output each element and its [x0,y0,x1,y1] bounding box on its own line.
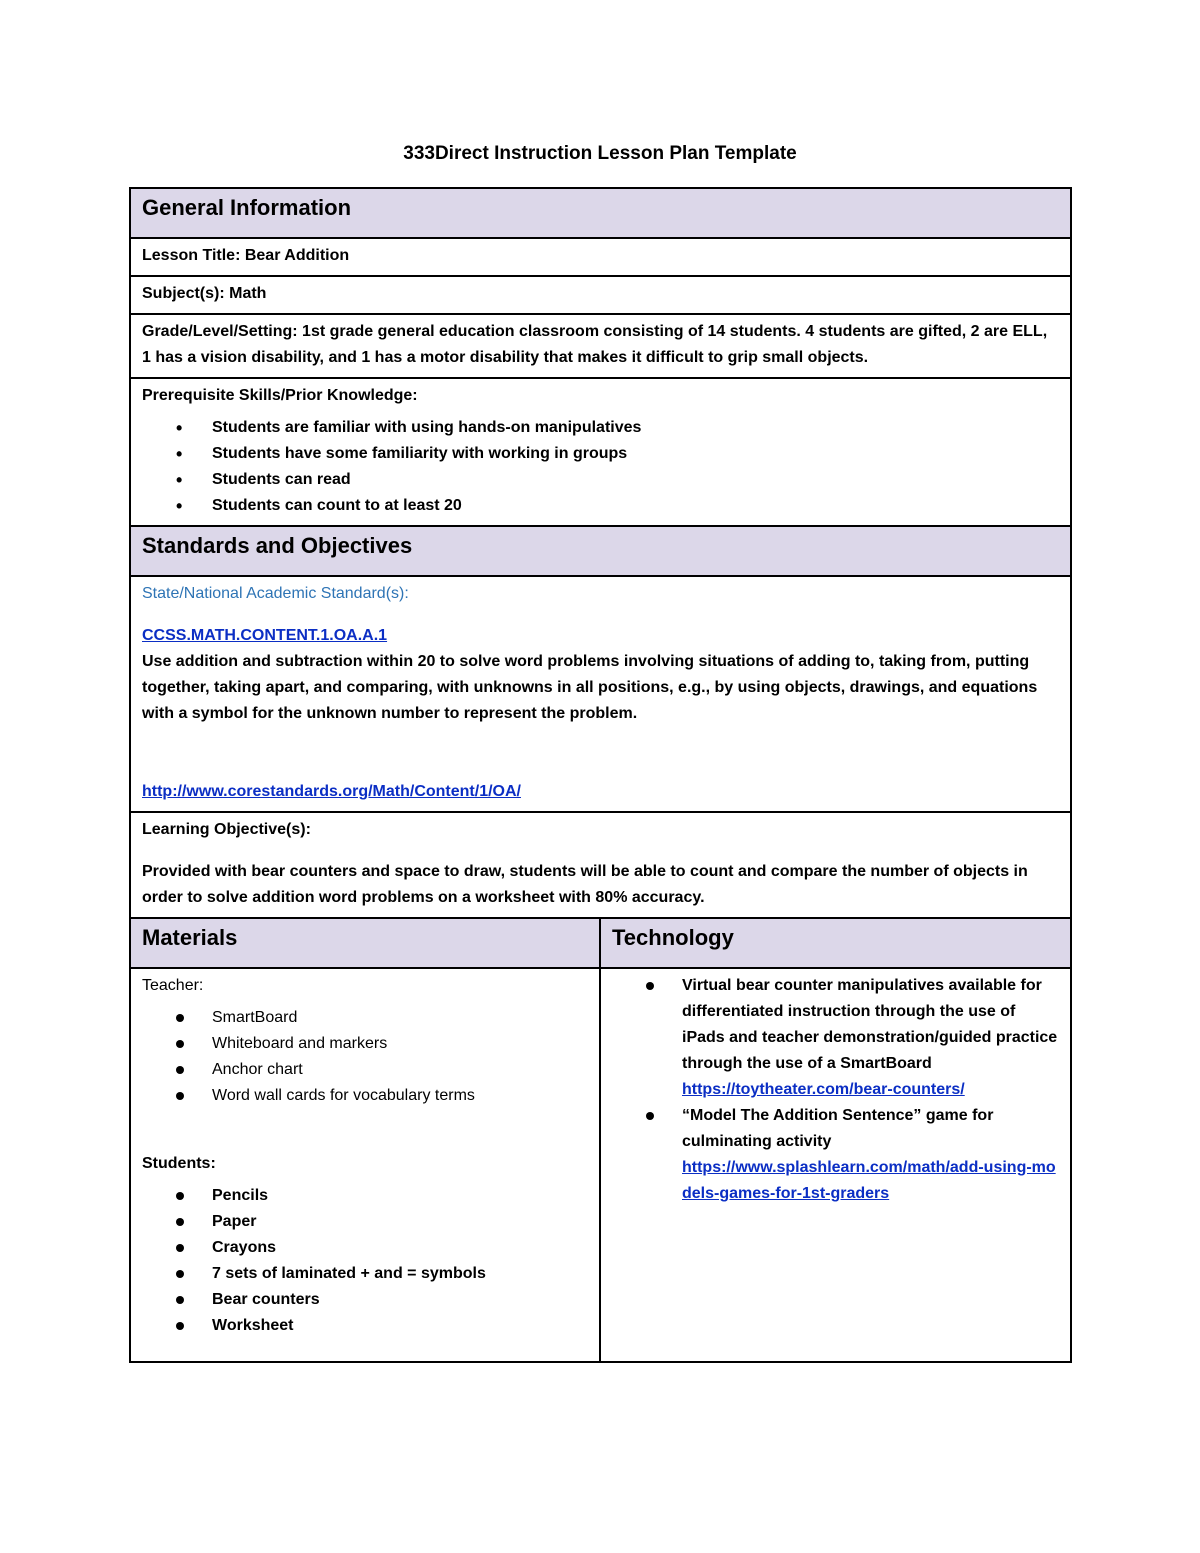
list-item: SmartBoard [212,1005,588,1031]
corestandards-link[interactable]: http://www.corestandards.org/Math/Content/1/OA/ [142,783,521,800]
standards-objectives-header: Standards and Objectives [130,526,1071,576]
list-item: Anchor chart [212,1057,588,1083]
teacher-materials-list [142,1005,588,1109]
standard-text: Use addition and subtraction within 20 to solve word problems involving situations of adding to, taking from, putting together, taking apart, and comparing, with unknowns in all positions, e.g., by using objects, drawings, and equations with a symbol for the unknown number to represent the problem. [142,653,1038,722]
technology-list [612,973,1059,1207]
prerequisite-list [142,415,1059,519]
list-item: • Students have some familiarity with working in groups [212,441,1059,467]
prerequisite-cell [130,378,1071,526]
list-item: 7 sets of laminated + and = symbols [212,1261,588,1287]
list-item: Pencils [212,1183,588,1209]
student-materials-list [142,1183,588,1339]
list-item: Whiteboard and markers [212,1031,588,1057]
list-item: • Students are familiar with using hands-on manipulatives [212,415,1059,441]
document-title: 333Direct Instruction Lesson Plan Template [403,143,797,164]
prerequisite-label: Prerequisite Skills/Prior Knowledge: [142,387,418,404]
standards-label: State/National Academic Standard(s): [142,585,409,602]
lesson-title-cell: Lesson Title: Bear Addition [130,238,1071,276]
list-item: Paper [212,1209,588,1235]
list-item: Crayons [212,1235,588,1261]
grade-level-setting-cell [130,314,1071,378]
teacher-label: Teacher: [142,977,204,994]
technology-item-text: Virtual bear counter manipulatives available for differentiated instruction through the use of iPads and teacher demonstration/guided practice through the use of a SmartBoard [682,977,1058,1072]
materials-cell [130,968,600,1362]
list-item: Bear counters [212,1287,588,1313]
toytheater-link[interactable]: https://toytheater.com/bear-counters/ [682,1081,965,1098]
subjects-cell: Subject(s): Math [130,276,1071,314]
list-item: Word wall cards for vocabulary terms [212,1083,588,1109]
list-item: • Students can count to at least 20 [212,493,1059,519]
materials-header: Materials [130,918,600,968]
list-item: Worksheet [212,1313,588,1339]
technology-header: Technology [600,918,1071,968]
standard-code-link[interactable]: CCSS.MATH.CONTENT.1.OA.A.1 [142,627,388,644]
technology-item-text: “Model The Addition Sentence” game for culminating activity [682,1107,994,1150]
standards-cell [130,576,1071,812]
grade-level-label: Grade/Level/Setting: [142,323,298,340]
lesson-plan-table [129,187,1072,1363]
splashlearn-link[interactable]: https://www.splashlearn.com/math/add-using-models-games-for-1st-graders [682,1159,1056,1202]
list-item [682,1103,1059,1207]
general-information-header: General Information [130,188,1071,238]
learning-objective-label: Learning Objective(s): [142,821,311,838]
learning-objective-text: Provided with bear counters and space to draw, students will be able to count and compare the number of objects in order to solve addition word problems on a worksheet with 80% accuracy. [142,863,1028,906]
grade-level-text: 1st grade general education classroom consisting of 14 students. 4 students are gifted, 2 are ELL, 1 has a vision disability, and 1 has a motor disability that makes it difficult to grip small objects. [142,323,1048,366]
technology-cell [600,968,1071,1362]
students-label: Students: [142,1155,216,1172]
learning-objective-cell [130,812,1071,918]
list-item: • Students can read [212,467,1059,493]
list-item [682,973,1059,1103]
